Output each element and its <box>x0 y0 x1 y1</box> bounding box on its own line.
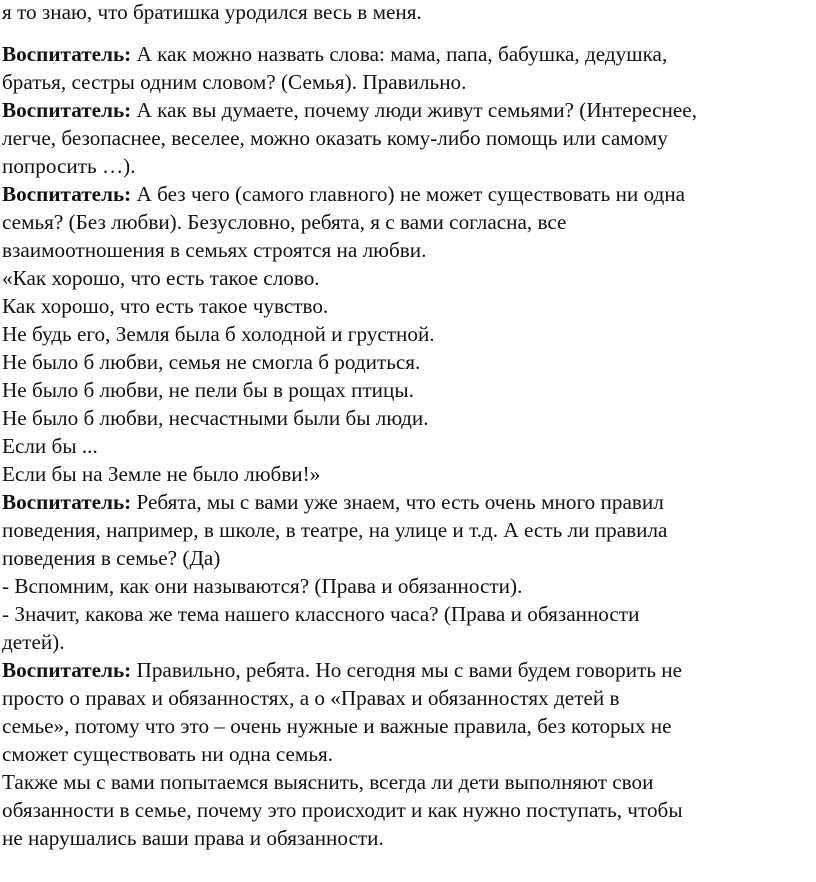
line-text: взаимоотношения в семьях строятся на любви. <box>2 238 427 262</box>
text-line <box>2 796 814 824</box>
poem-line <box>2 320 814 348</box>
text-line <box>2 544 814 572</box>
text-line <box>2 68 814 96</box>
line-text: Если бы ... <box>2 434 98 458</box>
line-text: не нарушались ваши права и обязанности. <box>2 826 384 850</box>
line-text: поведения в семье? (Да) <box>2 546 221 570</box>
line-text: Не было б любви, несчастными были бы люди. <box>2 406 429 430</box>
line-text: Ребята, мы с вами уже знаем, что есть очень много правил <box>131 490 664 514</box>
text-line <box>2 488 814 516</box>
line-text: - Значит, какова же тема нашего классного часа? (Права и обязанности <box>2 602 640 626</box>
poem-line <box>2 460 814 488</box>
text-line <box>2 740 814 768</box>
poem-line <box>2 348 814 376</box>
text-line <box>2 600 814 628</box>
line-text: А как можно назвать слова: мама, папа, бабушка, дедушка, <box>131 42 668 66</box>
line-text: Не будь его, Земля была б холодной и грустной. <box>2 322 435 346</box>
text-line <box>2 180 814 208</box>
line-text: поведения, например, в школе, в театре, на улице и т.д. А есть ли правила <box>2 518 668 542</box>
line-text: Если бы на Земле не было любви!» <box>2 462 321 486</box>
text-line <box>2 124 814 152</box>
poem-line <box>2 264 814 292</box>
text-line <box>2 824 814 852</box>
poem-line <box>2 404 814 432</box>
line-text: Также мы с вами попытаемся выяснить, всегда ли дети выполняют свои <box>2 770 654 794</box>
text-line <box>2 40 814 68</box>
line-text: братья, сестры одним словом? (Семья). Правильно. <box>2 70 467 94</box>
line-text: сможет существовать ни одна семья. <box>2 742 334 766</box>
text-line <box>2 656 814 684</box>
line-text: А без чего (самого главного) не может существовать ни одна <box>131 182 686 206</box>
speaker-label: Воспитатель: <box>2 658 132 682</box>
speaker-label: Воспитатель: <box>2 98 132 122</box>
text-line <box>2 96 814 124</box>
line-text: попросить …). <box>2 154 136 178</box>
line-text: «Как хорошо, что есть такое слово. <box>2 266 320 290</box>
text-line <box>2 768 814 796</box>
speaker-label: Воспитатель: <box>2 42 132 66</box>
text-line <box>2 236 814 264</box>
line-text: Как хорошо, что есть такое чувство. <box>2 294 329 318</box>
text-line <box>2 516 814 544</box>
text-line <box>2 712 814 740</box>
poem-line <box>2 292 814 320</box>
text-line <box>2 628 814 656</box>
line-text: Не было б любви, семья не смогла б родиться. <box>2 350 421 374</box>
line-text: просто о правах и обязанностях, а о «Правах и обязанностях детей в <box>2 686 620 710</box>
text-line <box>2 208 814 236</box>
line-text: Правильно, ребята. Но сегодня мы с вами будем говорить не <box>131 658 683 682</box>
line-text: - Вспомним, как они называются? (Права и обязанности). <box>2 574 523 598</box>
line-text: семья? (Без любви). Безусловно, ребята, я с вами согласна, все <box>2 210 567 234</box>
text-line <box>2 0 814 26</box>
text-line <box>2 684 814 712</box>
line-text: семье», потому что это – очень нужные и важные правила, без которых не <box>2 714 672 738</box>
poem-line <box>2 376 814 404</box>
poem-line <box>2 432 814 460</box>
document-page <box>2 0 814 852</box>
text-line <box>2 572 814 600</box>
text-line <box>2 152 814 180</box>
paragraph-gap <box>2 26 814 40</box>
line-text: А как вы думаете, почему люди живут семьями? (Интереснее, <box>131 98 697 122</box>
speaker-label: Воспитатель: <box>2 490 132 514</box>
line-text: я то знаю, что братишка уродился весь в меня. <box>2 0 422 24</box>
speaker-label: Воспитатель: <box>2 182 132 206</box>
line-text: детей). <box>2 630 65 654</box>
line-text: обязанности в семье, почему это происходит и как нужно поступать, чтобы <box>2 798 683 822</box>
line-text: Не было б любви, не пели бы в рощах птицы. <box>2 378 414 402</box>
line-text: легче, безопаснее, веселее, можно оказать кому-либо помощь или самому <box>2 126 668 150</box>
